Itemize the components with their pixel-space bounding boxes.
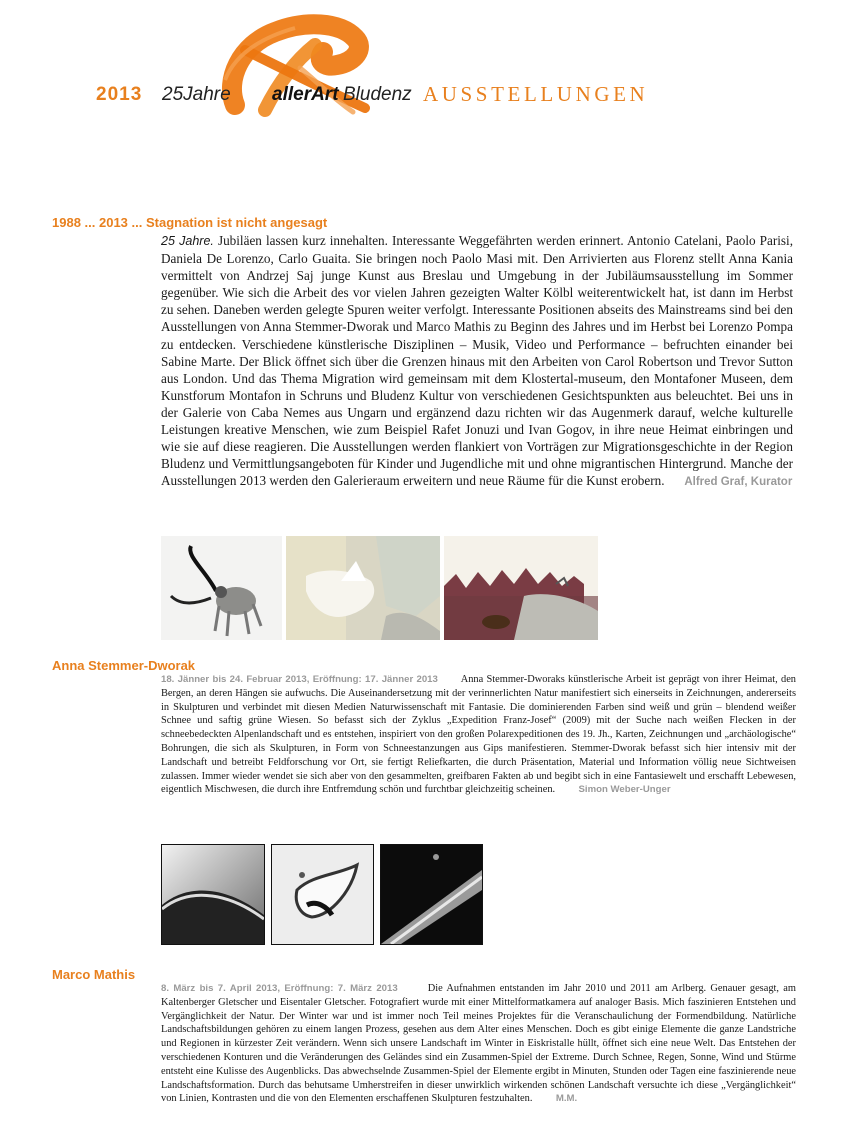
intro-title: 1988 ... 2013 ... Stagnation ist nicht angesagt [52, 215, 328, 230]
marco-author: M.M. [555, 1093, 578, 1105]
marco-title: Marco Mathis [52, 967, 136, 982]
marco-dates: 8. März bis 7. April 2013, Eröffnung: 7. März 2013 [161, 983, 398, 994]
anna-photo-creature [161, 536, 282, 640]
marco-text [161, 982, 796, 1106]
anna-author: Simon Weber-Unger [578, 784, 671, 796]
intro-text [161, 232, 793, 491]
anna-photo-mountains [444, 536, 598, 640]
header-ausstellungen: AUSSTELLUNGEN [423, 82, 649, 106]
anna-body: Anna Stemmer-Dworaks künstlerische Arbeit ist geprägt von ihrer Heimat, den Bergen, an deren Hängen sie aufwuchs. Die Auseinandersetzung mit der verinnerlichten Natur manifestiert sich einerseits in Zeichnungen, andererseits in Skulpturen und verbindet mit diesen Medien Naturwissenschaft mit Fantasie. Die dominierenden Farben sind weiß und grün – blendend weißer Schnee und saftig grüne Wiesen. So befasst sich der Zyklus „Expedition Franz-Josef“ (2009) mit der Suche nach weißen Flecken in der schneebedeckten Alpenlandschaft und es entstehen, inspiriert von den großen Polarexpeditionen des 19. Jh., Karten, Zeichnungen und „archäologische“ Bohrungen, die sich als Skulpturen, in Form von Schneestanzungen aus Gips manifestieren. Stemmer-Dworak befasst sich hier intensiv mit der Landschaft und betreibt Feldforschung vor Ort, sie fertigt Reliefkarten, die durch Präsentation, Material und Information völlig neue Sichtweisen zulassen. Immer wieder wendet sie sich aber von den gesammelten, greifbaren Fakten ab und begibt sich in eine Fantasiewelt und erschafft Lebewesen, eigentlich Mischwesen, die durch ihre Entfremdung schön und furchtbar gleichzeitig scheinen. [161, 674, 797, 796]
anna-dates: 18. Jänner bis 24. Februar 2013, Eröffnung: 17. Jänner 2013 [161, 674, 438, 685]
header-25jahre: 25Jahre [162, 84, 231, 105]
anna-text [161, 673, 796, 797]
anna-title: Anna Stemmer-Dworak [52, 658, 196, 673]
header-year: 2013 [96, 84, 143, 105]
marco-photo-glacier-curve [161, 844, 265, 945]
header-bludenz: Bludenz [343, 84, 412, 105]
intro-author: Alfred Graf, Kurator [684, 476, 793, 489]
intro-lead: 25 Jahre. [161, 234, 214, 248]
marco-photo-ice-diagonal [380, 844, 483, 945]
anna-photo-snow-map [286, 536, 440, 640]
marco-body: Die Aufnahmen entstanden im Jahr 2010 und 2011 am Arlberg. Genauer gesagt, am Kaltenberger Gletscher und Eisentaler Gletscher. Fotografiert wurde mit einer Mittelformatkamera auf analoger Basis. Mich faszinieren Entstehen und Vergänglichkeit der Natur. Der Winter war und ist immer noch Teil meines Projektes für die Veranschaulichung der Formendbildung. Natürliche Landschaftsbildungen gehören zu einem langen Prozess, gesehen aus dem Alter eines Menschen. Doch es gibt einige Elemente die ganze Landstriche und Regionen in kürzester Zeit verändern. Wenn sich unsere Landschaft im Winter in Eiskristalle hüllt, öffnet sich eine neue Welt. Das Entstehen der verschiedenen Konturen und die Veränderungen des Geländes sind ein Zusammen-Spiel der Extreme. Durch Schnee, Regen, Sonne, Wind und Stürme entsteht eine Kulisse des Augenblicks. Das abwechselnde Zusammen-Spiel der Elemente ergibt in Minuten, Stunden oder Tagen eine faszinierende neue Landschaftsformation. Durch das behutsame Umherstreifen in dieser unwirklich wirkenden schönen Landschaft versuchte ich diese „Vergänglichkeit“ von Linien, Kontrasten und die von den Elementen erschaffenen Skulpturen festzuhalten. [161, 983, 797, 1105]
intro-body: Jubiläen lassen kurz innehalten. Interessante Weggefährten werden erinnert. Antonio Catelani, Paolo Parisi, Daniela De Lorenzo, Carlo Guaita. Sie bringen noch Paolo Masi mit. Den Arrivierten aus Florenz stellt Anna Kania vermittelt von Andrzej Saj junge Kunst aus Breslau und Umgebung in der Jubiläumsausstellung im Sommer gegenüber. Wie sich die Arbeit des vor vielen Jahren gezeigten Walter Kölbl weiterentwickelt hat, ist dann im Herbst zu sehen. Daneben werden gelegte Spuren weiter verfolgt. Interessante Positionen abseits des Mainstreams sind bei den Ausstellungen von Anna Stemmer-Dworak und Marco Mathis zu Beginn des Jahres und im Herbst bei Lorenzo Pompa zu entdecken. Verschiedene künstlerische Disziplinen – Musik, Video und Performance – befruchten einander bei Sabine Marte. Der Blick öffnet sich über die Grenzen hinaus mit den Arbeiten von Carol Robertson und Trevor Sutton aus London. Und das Thema Migration wird gemeinsam mit dem Klostertal-museum, den Montafoner Museen, dem Kunstforum Montafon in Schruns und Bludenz Kultur von verschiedenen Gesichtspunkten aus beleuchtet. Bei uns in der Galerie von Caba Nemes aus Ungarn und ergänzend dazu richten wir das Augenmerk darauf, welche kulturelle Leistungen kreative Menschen, wie zum Beispiel Rafet Jonuzi und Ivan Gogov, in ihre neue Heimat einbringen und wie sie auf diese reagieren. Die Ausstellungen werden flankiert von Vorträgen zur Migrationsgeschichte in der Region Bludenz und Vermittlungsangeboten für Kinder und Jugendliche mit und ohne migrantischen Hintergrund. Manche der Ausstellungen 2013 werden den Galerieraum erweitern und neue Räume für die Kunst erobern. [161, 233, 793, 489]
marco-photo-ice-hole [271, 844, 374, 945]
header-allerart: allerArt [272, 84, 339, 105]
